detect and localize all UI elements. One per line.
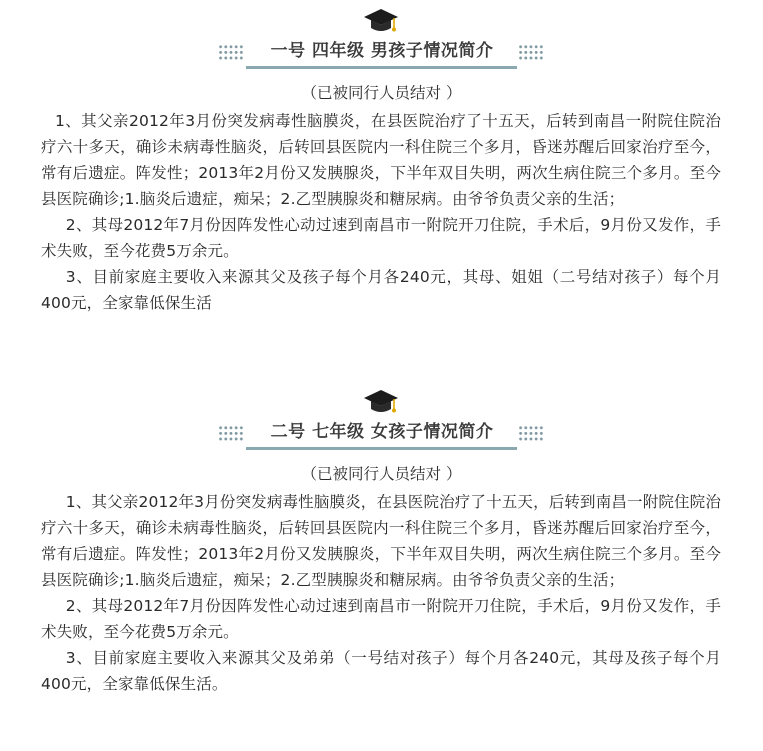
paragraph: 1、其父亲2012年3月份突发病毒性脑膜炎，在县医院治疗了十五天，后转到南昌一附院住院治疗六十多天，确诊未病毒性脑炎，后转回县医院内一科住院三个多月，昏迷苏醒后回家治疗至今，常有后遗症。阵发性；2013年2月份又发胰腺炎，下半年双目失明，两次生病住院三个多月。至今县医院确诊;1.脑炎后遗症，痴呆；2.乙型胰腺炎和糖尿病。由爷爷负责父亲的生活； bbox=[41, 112, 721, 208]
dot-grid-icon bbox=[218, 44, 244, 61]
graduation-cap-icon bbox=[363, 387, 399, 417]
section-subtitle: （已被同行人员结对 ） bbox=[301, 84, 462, 102]
graduation-cap-icon bbox=[363, 6, 399, 36]
dot-grid-icon bbox=[218, 425, 244, 442]
title-underline bbox=[246, 66, 517, 69]
section-title: 二号 七年级 女孩子情况简介 bbox=[270, 422, 494, 442]
paragraph: 1、其父亲2012年3月份突发病毒性脑膜炎，在县医院治疗了十五天，后转到南昌一附院住院治疗六十多天，确诊未病毒性脑炎，后转回县医院内一科住院三个多月，昏迷苏醒后回家治疗至今，常有后遗症。阵发性；2013年2月份又发胰腺炎，下半年双目失明，两次生病住院三个多月。至今县医院确诊;1.脑炎后遗症，痴呆；2.乙型胰腺炎和糖尿病。由爷爷负责父亲的生活； bbox=[41, 493, 721, 589]
paragraph: 2、其母2012年7月份因阵发性心动过速到南昌市一附院开刀住院，手术后，9月份又发作，手术失败，至今花费5万余元。 bbox=[41, 597, 721, 641]
title-underline bbox=[246, 447, 517, 450]
section-header bbox=[0, 38, 763, 70]
section-body bbox=[41, 489, 721, 697]
paragraph: 3、目前家庭主要收入来源其父及孩子每个月各240元，其母、姐姐（二号结对孩子）每个月400元，全家靠低保生活 bbox=[41, 268, 721, 312]
dot-grid-icon bbox=[518, 44, 544, 61]
paragraph: 3、目前家庭主要收入来源其父及弟弟（一号结对孩子）每个月各240元，其母及孩子每个月400元，全家靠低保生活。 bbox=[41, 649, 721, 693]
paragraph: 2、其母2012年7月份因阵发性心动过速到南昌市一附院开刀住院，手术后，9月份又发作，手术失败，至今花费5万余元。 bbox=[41, 216, 721, 260]
section-title: 一号 四年级 男孩子情况简介 bbox=[270, 41, 494, 61]
dot-grid-icon bbox=[518, 425, 544, 442]
section-header bbox=[0, 419, 763, 451]
section-body bbox=[41, 108, 721, 316]
section-subtitle: （已被同行人员结对 ） bbox=[301, 465, 462, 483]
